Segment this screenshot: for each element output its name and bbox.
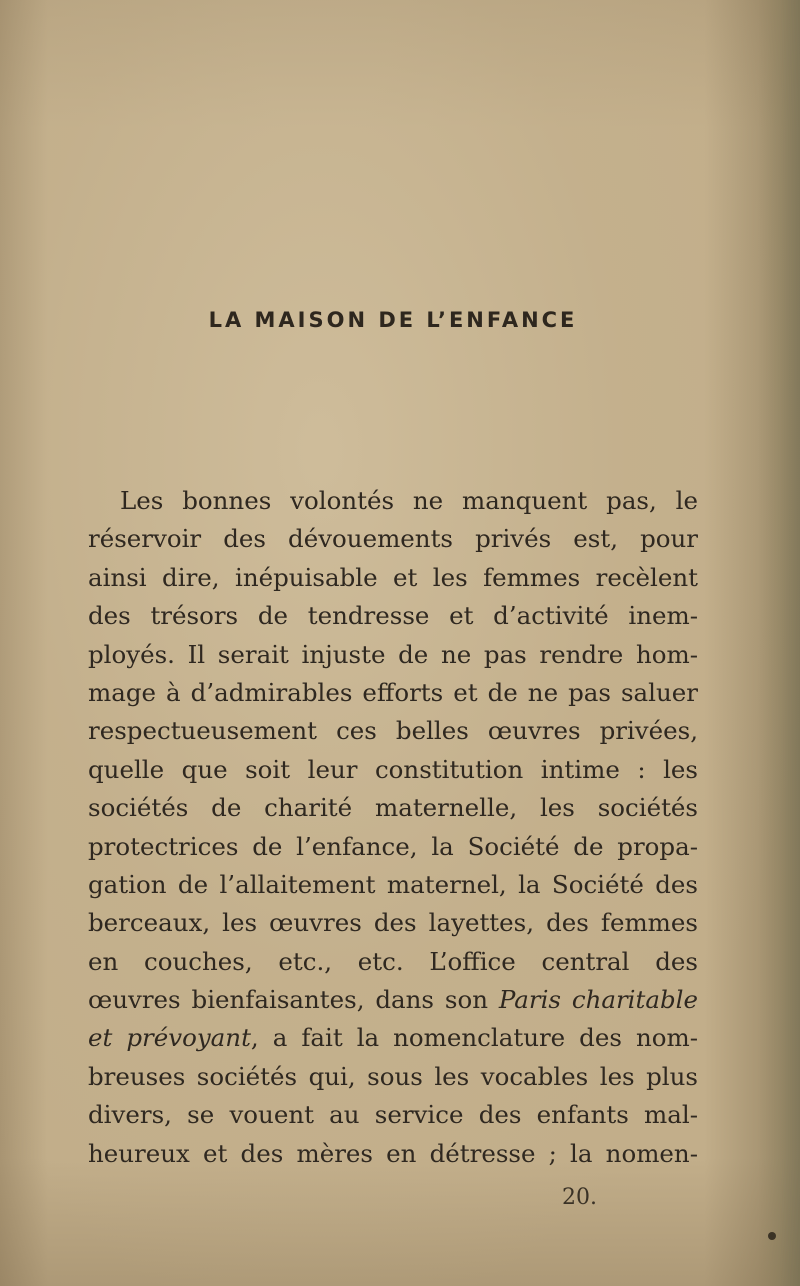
text-line: Les bonnes volontés ne manquent pas, le bbox=[120, 486, 698, 515]
page-number: 20. bbox=[562, 1185, 597, 1210]
text-line: ainsi dire, inépuisable et les femmes recèlent bbox=[88, 562, 698, 592]
text-line: heureux et des mères en détresse ; la nomen- bbox=[88, 1138, 698, 1168]
text-line bbox=[88, 981, 698, 1019]
text-segment: , a fait la nomenclature des nom- bbox=[250, 1023, 698, 1053]
italic-title: Paris charitable bbox=[498, 985, 698, 1015]
text-line: sociétés de charité maternelle, les sociétés bbox=[88, 793, 698, 823]
text-line: berceaux, les œuvres des layettes, des femmes bbox=[88, 908, 698, 938]
text-line: mage à d’admirables efforts et de ne pas saluer bbox=[88, 677, 698, 707]
text-line: breuses sociétés qui, sous les vocables les plus bbox=[88, 1061, 698, 1091]
chapter-heading bbox=[0, 308, 800, 332]
text-line: ployés. Il serait injuste de ne pas rendre hom- bbox=[88, 639, 698, 669]
text-line: des trésors de tendresse et d’activité inem- bbox=[88, 601, 698, 631]
italic-title: et prévoyant bbox=[88, 1023, 251, 1053]
text-line: divers, se vouent au service des enfants mal- bbox=[88, 1100, 698, 1130]
text-line: protectrices de l’enfance, la Société de propa- bbox=[88, 831, 698, 861]
text-line: gation de l’allaitement maternel, la Société des bbox=[88, 869, 698, 899]
text-line: réservoir des dévouements privés est, pour bbox=[88, 524, 698, 554]
text-segment: œuvres bienfaisantes, dans son bbox=[88, 985, 499, 1015]
text-line: en couches, etc., etc. L’office central des bbox=[88, 946, 698, 976]
text-line bbox=[88, 1019, 698, 1057]
page-edge-shadow bbox=[758, 0, 800, 1286]
text-line: respectueusement ces belles œuvres privées, bbox=[88, 716, 698, 746]
body-text bbox=[88, 482, 698, 1173]
chapter-heading-text: LA MAISON DE L’ENFANCE bbox=[208, 308, 578, 332]
text-line: quelle que soit leur constitution intime : les bbox=[88, 754, 698, 784]
ink-speck bbox=[768, 1232, 776, 1240]
